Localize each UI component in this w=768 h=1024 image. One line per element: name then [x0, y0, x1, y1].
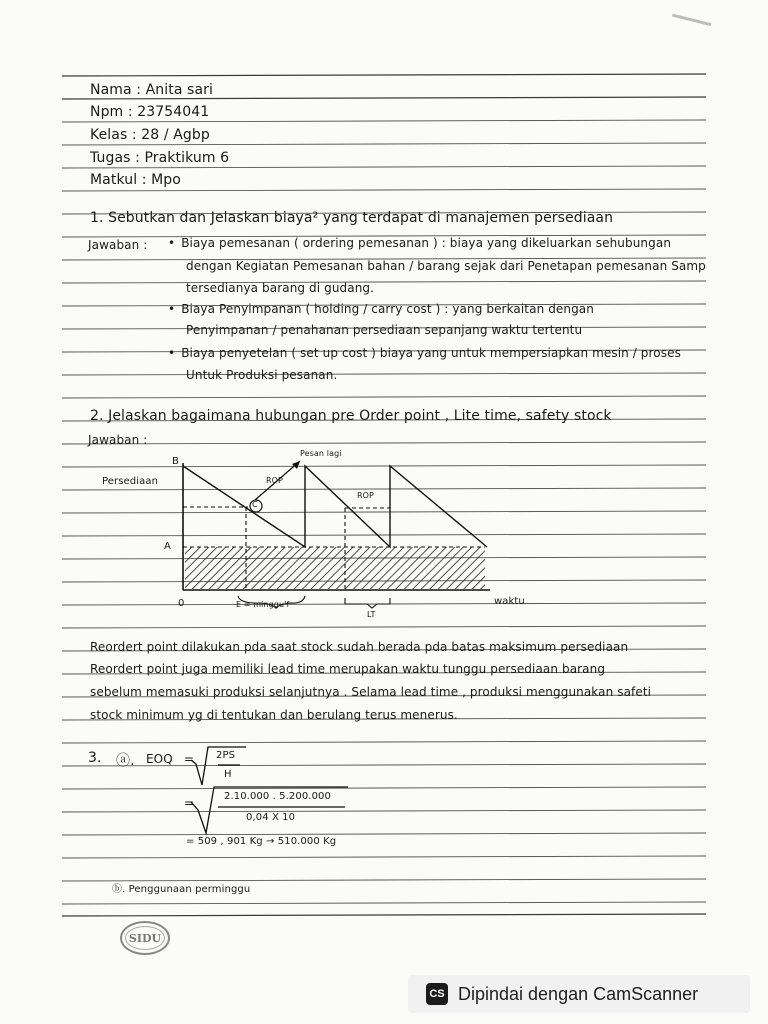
- q1-bullet-1-line-1: • Biaya pemesanan ( ordering pemesanan ) : biaya yang dikeluarkan sehubungan: [168, 236, 671, 250]
- diagram-label-pesan-lagi: Pesan lagi: [300, 449, 342, 458]
- q1-question: 1. Sebutkan dan Jelaskan biaya² yang terdapat di manajemen persediaan: [90, 210, 614, 226]
- q3-numerator-1: 2PS: [216, 750, 236, 761]
- q1-bullet-3-line-1: • Biaya penyetelan ( set up cost ) biaya yang untuk mempersiapkan mesin / proses: [168, 346, 681, 360]
- diagram-label-rop-2: ROP: [357, 491, 374, 500]
- q2-paragraph-line-3: sebelum memasuki produksi selanjutnya . Selama lead time , produksi menggunakan safeti: [90, 685, 652, 699]
- diagram-label-zero: 0: [178, 598, 185, 609]
- q2-question: 2. Jelaskan bagaimana hubungan pre Order point , Lite time, safety stock: [90, 408, 612, 424]
- q3-eoq-label: EOQ: [146, 752, 173, 766]
- q2-paragraph-line-2: Reordert point juga memiliki lead time merupakan waktu tunggu persediaan barang: [90, 662, 606, 676]
- diagram-label-b: B: [172, 456, 179, 467]
- q3-denominator-1: H: [224, 769, 232, 780]
- camscanner-text: Dipindai dengan CamScanner: [458, 983, 699, 1004]
- header-nama: Nama : Anita sari: [90, 82, 213, 98]
- diagram-label-lt: LT: [367, 610, 376, 619]
- header-tugas: Tugas : Praktikum 6: [90, 150, 230, 166]
- q1-answer-label: Jawaban :: [88, 238, 148, 252]
- q1-bullet-3-line-2: Untuk Produksi pesanan.: [186, 368, 338, 382]
- q2-answer-label: Jawaban :: [88, 433, 148, 447]
- q1-bullet-2-line-2: Penyimpanan / penahanan persediaan sepanjang waktu tertentu: [186, 323, 583, 337]
- q1-bullet-1-line-2: dengan Kegiatan Pemesanan bahan / barang sejak dari Penetapan pemesanan Samp: [186, 259, 706, 273]
- diagram-label-persediaan: Persediaan: [102, 476, 159, 487]
- q3-result: = 509 , 901 Kg → 510.000 Kg: [186, 836, 337, 847]
- diagram-label-e: E = minggu'f: [236, 600, 290, 609]
- header-kelas: Kelas : 28 / Agbp: [90, 127, 210, 143]
- q3-numerator-2: 2.10.000 . 5.200.000: [224, 791, 331, 802]
- q3-equals-2: =: [184, 796, 195, 810]
- q3-label: 3.: [88, 750, 102, 766]
- header-matkul: Matkul : Mpo: [90, 172, 181, 188]
- q1-bullet-2-line-1: • Biaya Penyimpanan ( holding / carry cost ) : yang berkaitan dengan: [168, 302, 594, 316]
- sidu-logo: [120, 921, 170, 955]
- diagram-label-rop-1: ROP: [266, 476, 283, 485]
- header-npm: Npm : 23754041: [90, 104, 210, 120]
- diagram-label-waktu: waktu: [494, 596, 525, 607]
- diagram-label-a: A: [164, 541, 171, 552]
- sidu-logo-text: SIDU: [128, 931, 162, 945]
- q3-equals-1: =: [184, 752, 195, 766]
- q1-bullet-1-line-3: tersedianya barang di gudang.: [186, 281, 375, 295]
- q2-paragraph-line-4: stock minimum yg di tentukan dan berulang terus menerus.: [90, 708, 458, 722]
- q3-sub-b: ⓑ. Penggunaan perminggu: [112, 884, 251, 895]
- q3-sub-a: ⓐ.: [116, 753, 135, 769]
- q2-paragraph-line-1: Reordert point dilakukan pda saat stock sudah berada pda batas maksimum persediaan: [90, 640, 629, 654]
- q3-denominator-2: 0,04 X 10: [246, 812, 296, 823]
- diagram-label-c: C: [252, 500, 258, 509]
- camscanner-watermark: [408, 975, 750, 1013]
- camscanner-logo-icon: CS: [426, 983, 448, 1005]
